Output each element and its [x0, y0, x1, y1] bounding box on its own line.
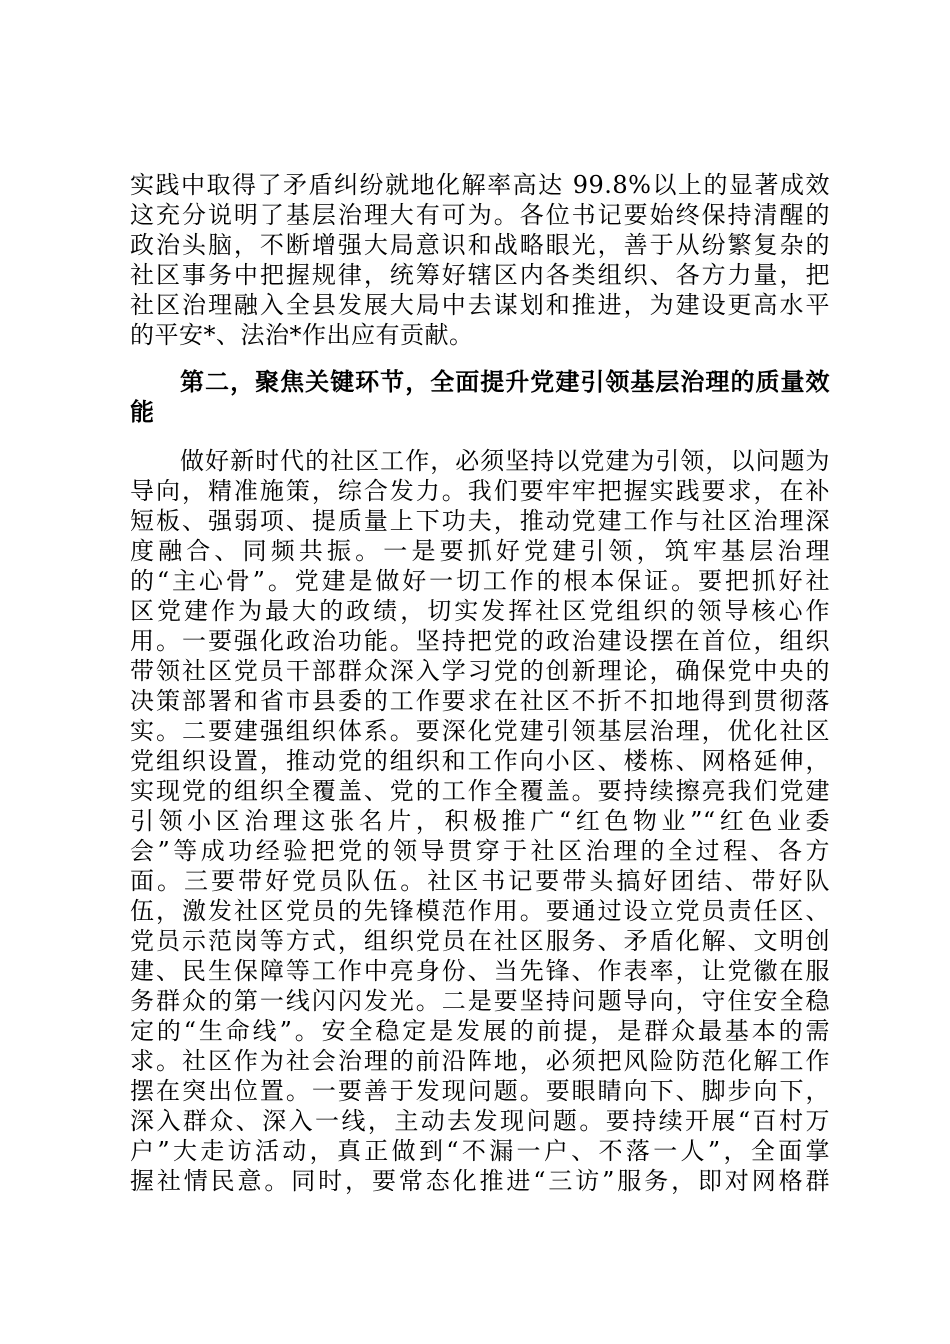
text-line: 党组织设置，推动党的组织和工作向小区、楼栋、网格延伸， [130, 747, 830, 775]
text-line: 户”大走访活动，真正做到“不漏一户、不落一人”，全面掌 [130, 1137, 830, 1165]
text-line: 会”等成功经验把党的领导贯穿于社区治理的全过程、各方 [130, 837, 830, 865]
text-line: 度融合、同频共振。一是要抓好党建引领，筑牢基层治理 [130, 537, 830, 565]
heading-line: 第二，聚焦关键环节，全面提升党建引领基层治理的质量效 [130, 367, 830, 396]
text-line: 务群众的第一线闪闪发光。二是要坚持问题导向，守住安全稳 [130, 987, 830, 1015]
text-line: 摆在突出位置。一要善于发现问题。要眼睛向下、脚步向下， [130, 1077, 830, 1105]
text-line: 短板、强弱项、提质量上下功夫，推动党建工作与社区治理深 [130, 507, 830, 535]
paragraph-1 [130, 170, 830, 350]
text-line: 深入群众、深入一线，主动去发现问题。要持续开展“百村万 [130, 1107, 830, 1135]
text-line: 伍，激发社区党员的先锋模范作用。要通过设立党员责任区、 [130, 897, 830, 925]
text-line: 党员示范岗等方式，组织党员在社区服务、矛盾化解、文明创 [130, 927, 830, 955]
text-line: 实。二要建强组织体系。要深化党建引领基层治理，优化社区 [130, 717, 830, 745]
text-line: 求。社区作为社会治理的前沿阵地，必须把风险防范化解工作 [130, 1047, 830, 1075]
text-line: 引领小区治理这张名片，积极推广“红色物业”“红色业委 [130, 807, 830, 835]
text-line: 做好新时代的社区工作，必须坚持以党建为引领，以问题为 [130, 447, 830, 475]
section-heading [130, 367, 830, 427]
text-line: 建、民生保障等工作中亮身份、当先锋、作表率，让党徽在服 [130, 957, 830, 985]
text-line: 定的“生命线”。安全稳定是发展的前提，是群众最基本的需 [130, 1017, 830, 1045]
text-line: 面。三要带好党员队伍。社区书记要带头搞好团结、带好队 [130, 867, 830, 895]
text-line: 用。一要强化政治功能。坚持把党的政治建设摆在首位，组织 [130, 627, 830, 655]
text-line: 区党建作为最大的政绩，切实发挥社区党组织的领导核心作 [130, 597, 830, 625]
text-line: 实践中取得了矛盾纠纷就地化解率高达 99.8%以上的显著成效 [130, 171, 830, 199]
text-line: 实现党的组织全覆盖、党的工作全覆盖。要持续擦亮我们党建 [130, 777, 830, 805]
text-line: 社区治理融入全县发展大局中去谋划和推进，为建设更高水平 [130, 291, 830, 319]
text-line: 决策部署和省市县委的工作要求在社区不折不扣地得到贯彻落 [130, 687, 830, 715]
paragraph-2 [130, 446, 830, 1196]
text-line: 的平安*、法治*作出应有贡献。 [130, 321, 474, 349]
text-line: 社区事务中把握规律，统筹好辖区内各类组织、各方力量，把 [130, 261, 830, 289]
text-line: 握社情民意。同时，要常态化推进“三访”服务，即对网格群 [130, 1167, 830, 1195]
text-line: 这充分说明了基层治理大有可为。各位书记要始终保持清醒的 [130, 201, 830, 229]
text-line: 的“主心骨”。党建是做好一切工作的根本保证。要把抓好社 [130, 567, 830, 595]
text-line: 带领社区党员干部群众深入学习党的创新理论，确保党中央的 [130, 657, 830, 685]
text-line: 政治头脑，不断增强大局意识和战略眼光，善于从纷繁复杂的 [130, 231, 830, 259]
text-line: 导向，精准施策，综合发力。我们要牢牢把握实践要求，在补 [130, 477, 830, 505]
heading-line: 能 [130, 397, 155, 426]
